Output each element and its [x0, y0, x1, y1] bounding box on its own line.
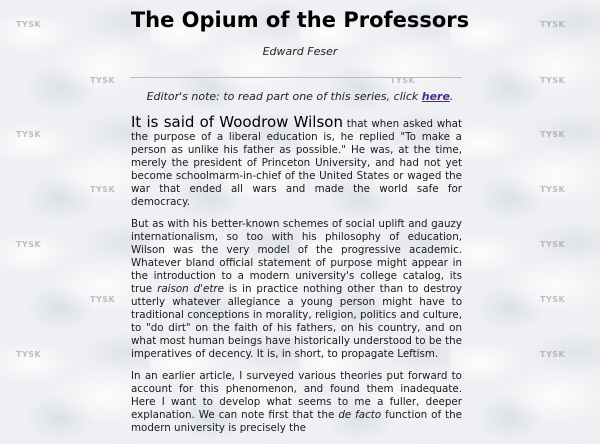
- lead-in-text: It is said of Woodrow Wilson: [131, 113, 343, 131]
- paragraph-2-text-b: is in practice nothing other than to destroy utterly whatever allegiance a young person might have to traditional conceptions in morality, religion, politics and culture, to "do dirt" on the faith of his fathers, on his country, and on what most human beings have historically understood to be the imperatives of decency. It is, in short, to propagate Leftism.: [131, 283, 462, 360]
- article-body: [131, 113, 463, 444]
- editors-note: [0, 90, 600, 103]
- watermark-text: TYSK: [540, 350, 566, 359]
- watermark-text: TYSK: [16, 350, 42, 359]
- watermark-text: TYSK: [90, 185, 116, 194]
- watermark-text: TYSK: [90, 76, 116, 85]
- editors-note-suffix: .: [449, 90, 454, 103]
- paragraph-3-text-a: In an earlier article, I surveyed various theories put forward to account for this phenomenon, and found them inadequate. Here I want to develop what seems to me a fuller, deeper explanation. We can note first that the: [131, 370, 462, 421]
- watermark-text: TYSK: [16, 130, 42, 139]
- watermark-text: TYSK: [540, 295, 566, 304]
- watermark-text: TYSK: [390, 76, 416, 85]
- paragraph-2: [131, 218, 462, 361]
- paragraph-3-text-b: function of the modern university is precisely the: [131, 409, 462, 434]
- article-author: Edward Feser: [262, 45, 338, 58]
- paragraph-2-emphasis: raison d'etre: [157, 283, 224, 295]
- part-one-link[interactable]: here: [421, 90, 450, 103]
- paragraph-1-text: that when asked what the purpose of a liberal education is, he replied "To make a person as unlike his father as possible." He was, at the time, merely the president of Princeton University, and had not yet become schoolmarm-in-chief of the United States or waged the war that ended all wars and made the world safe for democracy.: [131, 118, 463, 208]
- watermark-text: TYSK: [90, 295, 116, 304]
- watermark-text: TYSK: [16, 240, 42, 249]
- watermark-text: TYSK: [540, 185, 566, 194]
- paragraph-2-text-a: But as with his better-known schemes of social uplift and gauzy internationalism, so too with his philosophy of education, Wilson was the very model of the progressive academic. Whatever bland official statement of purpose might appear in the introduction to a modern university's college catalog, its true: [131, 218, 462, 295]
- watermark-text: TYSK: [16, 20, 42, 29]
- watermark-text: TYSK: [540, 20, 566, 29]
- editors-note-prefix: Editor's note: to read part one of this series, click: [146, 90, 422, 103]
- watermark-text: TYSK: [540, 76, 566, 85]
- paragraph-3-emphasis: de facto: [338, 409, 382, 421]
- paragraph-3: [131, 370, 462, 435]
- watermark-text: TYSK: [540, 240, 566, 249]
- article-title: The Opium of the Professors: [130, 8, 470, 32]
- paragraph-1: [131, 113, 463, 209]
- title-divider: [130, 77, 462, 78]
- watermark-text: TYSK: [540, 130, 566, 139]
